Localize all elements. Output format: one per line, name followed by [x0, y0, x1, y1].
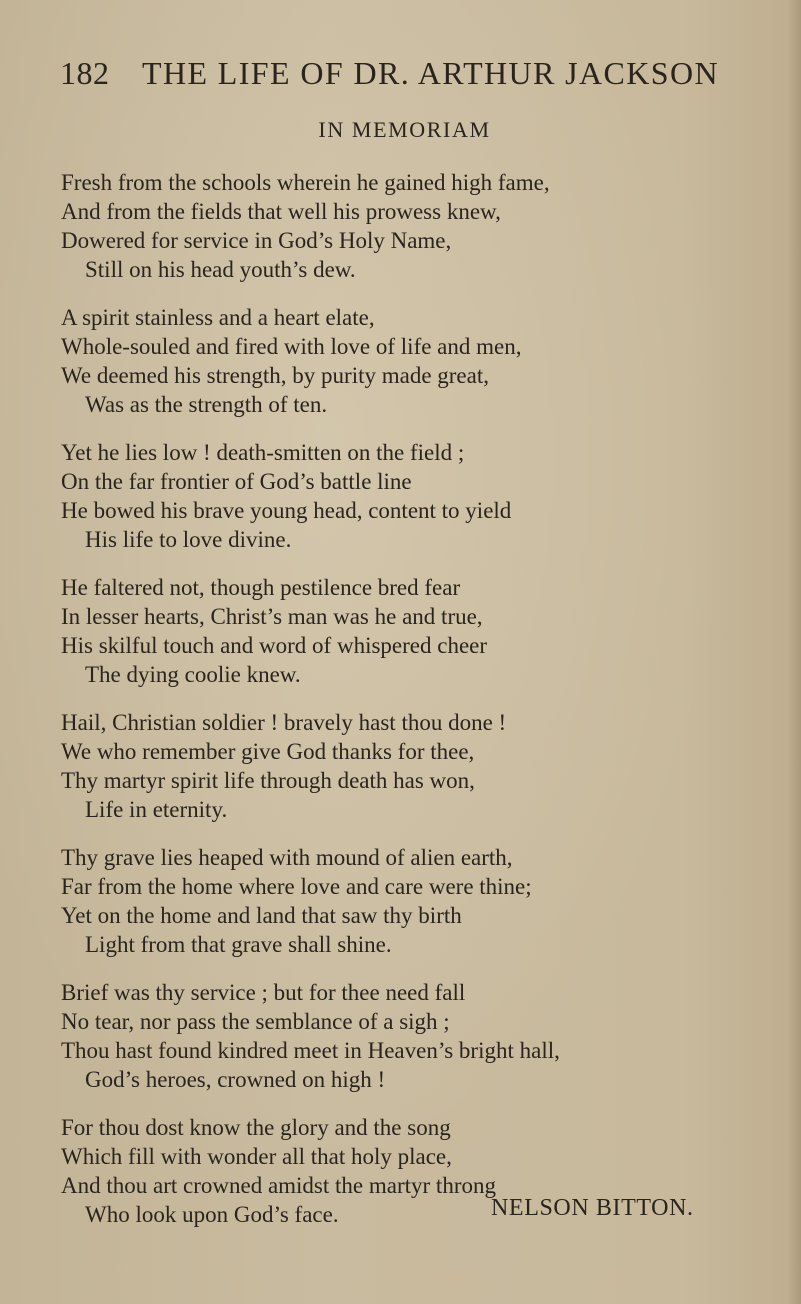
poem-line: Far from the home where love and care were thine;: [61, 874, 532, 899]
poem-line: In lesser hearts, Christ’s man was he and true,: [61, 604, 483, 629]
poem-line: Brief was thy service ; but for thee need fall: [61, 980, 466, 1005]
page-header: [60, 55, 760, 105]
poem-line: Thy martyr spirit life through death has won,: [61, 768, 475, 793]
poem-body: [61, 168, 781, 1248]
poem-line: Whole-souled and fired with love of life and men,: [61, 334, 522, 359]
poem-line: Yet he lies low ! death-smitten on the field ;: [61, 440, 465, 465]
stanza-7: [61, 978, 781, 1094]
stanza-2: [61, 303, 781, 419]
poem-line: We who remember give God thanks for thee,: [61, 739, 475, 764]
poem-line: Dowered for service in God’s Holy Name,: [61, 228, 452, 253]
poem-line: Which fill with wonder all that holy place,: [61, 1144, 452, 1169]
page-edge-shadow: [787, 0, 801, 1304]
running-head: THE LIFE OF DR. ARTHUR JACKSON: [142, 55, 720, 91]
poem-line: A spirit stainless and a heart elate,: [61, 305, 375, 330]
poem-line: The dying coolie knew.: [85, 662, 301, 687]
stanza-1: [61, 168, 781, 284]
poem-line: Yet on the home and land that saw thy birth: [61, 903, 462, 928]
poem-line: Who look upon God’s face.: [85, 1202, 339, 1227]
stanza-5: [61, 708, 781, 824]
poem-line: Hail, Christian soldier ! bravely hast thou done !: [61, 710, 507, 735]
poem-line: Still on his head youth’s dew.: [85, 257, 356, 282]
poem-line: Thou hast found kindred meet in Heaven’s bright hall,: [61, 1038, 560, 1063]
poem-line: Light from that grave shall shine.: [85, 932, 392, 957]
poem-title: IN MEMORIAM: [318, 117, 491, 142]
author-signature: NELSON BITTON.: [491, 1195, 694, 1221]
poem-line: Thy grave lies heaped with mound of alien earth,: [61, 845, 513, 870]
poem-line: Was as the strength of ten.: [85, 392, 328, 417]
poem-line: God’s heroes, crowned on high !: [85, 1067, 386, 1092]
poem-line: Life in eternity.: [85, 797, 228, 822]
poem-line: No tear, nor pass the semblance of a sigh ;: [61, 1009, 450, 1034]
poem-line: His skilful touch and word of whispered cheer: [61, 633, 488, 658]
poem-line: And thou art crowned amidst the martyr throng: [61, 1173, 496, 1198]
page-number: 182: [60, 55, 110, 91]
poem-line: His life to love divine.: [85, 527, 292, 552]
poem-line: Fresh from the schools wherein he gained high fame,: [61, 170, 550, 195]
poem-line: We deemed his strength, by purity made great,: [61, 363, 489, 388]
stanza-4: [61, 573, 781, 689]
poem-line: For thou dost know the glory and the song: [61, 1115, 451, 1140]
poem-line: He faltered not, though pestilence bred fear: [61, 575, 461, 600]
poem-line: On the far frontier of God’s battle line: [61, 469, 412, 494]
stanza-6: [61, 843, 781, 959]
poem-line: He bowed his brave young head, content to yield: [61, 498, 512, 523]
stanza-3: [61, 438, 781, 554]
poem-line: And from the fields that well his prowess knew,: [61, 199, 501, 224]
